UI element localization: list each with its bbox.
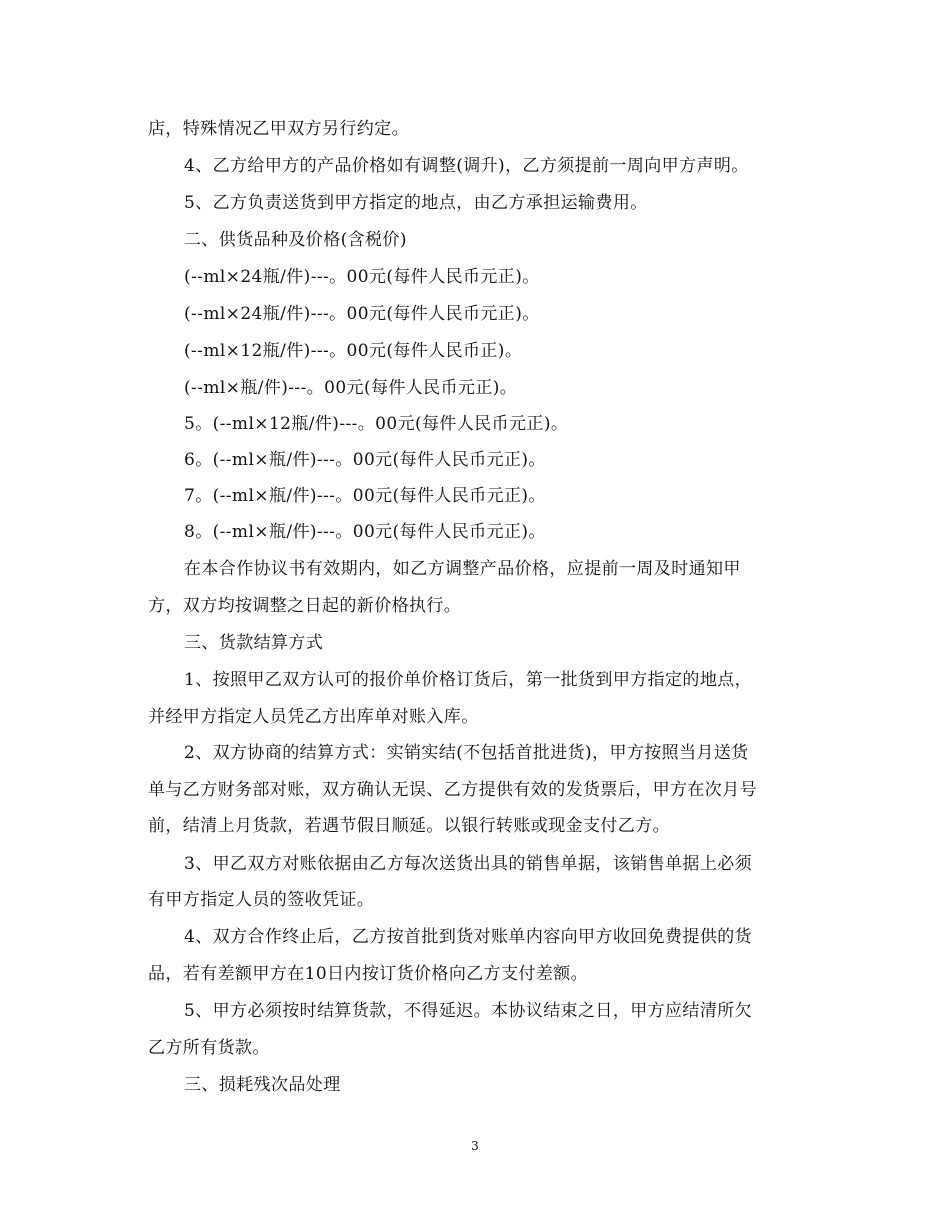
settlement-clause-2: 2、双方协商的结算方式：实销实结(不包括首批进货)，甲方按照当月送货: [184, 743, 749, 763]
price-item-7: 7。(--ml×瓶/件)---。00元(每件人民币元正)。: [184, 486, 546, 506]
section-heading-settlement: 三、货款结算方式: [184, 633, 324, 653]
settlement-clause-3-cont: 有甲方指定人员的签收凭证。: [148, 890, 375, 910]
paragraph-price-notice-cont: 方，双方均按调整之日起的新价格执行。: [148, 596, 462, 616]
settlement-clause-2-cont-b: 前，结清上月货款，若遇节假日顺延。以银行转账或现金支付乙方。: [148, 816, 670, 836]
price-item-1: (--ml×24瓶/件)---。00元(每件人民币元正)。: [184, 267, 540, 287]
price-item-3: (--ml×12瓶/件)---。00元(每件人民币正)。: [184, 341, 523, 361]
price-item-8: 8。(--ml×瓶/件)---。00元(每件人民币元正)。: [184, 522, 546, 542]
settlement-clause-5-cont: 乙方所有货款。: [148, 1038, 270, 1058]
settlement-clause-3: 3、甲乙双方对账依据由乙方每次送货出具的销售单据，该销售单据上必须: [184, 854, 753, 874]
settlement-clause-2-cont-a: 单与乙方财务部对账，双方确认无误、乙方提供有效的发货票后，甲方在次月号: [148, 780, 757, 800]
clause-5-delivery: 5、乙方负责送货到甲方指定的地点，由乙方承担运输费用。: [184, 193, 648, 213]
price-item-4: (--ml×瓶/件)---。00元(每件人民币元正)。: [184, 378, 518, 398]
settlement-clause-1: 1、按照甲乙双方认可的报价单价格订货后，第一批货到甲方指定的地点，: [184, 670, 753, 690]
section-heading-defects: 三、损耗残次品处理: [184, 1075, 341, 1095]
price-item-5: 5。(--ml×12瓶/件)---。00元(每件人民币元正)。: [184, 414, 569, 434]
price-item-6: 6。(--ml×瓶/件)---。00元(每件人民币元正)。: [184, 450, 546, 470]
text-line-continuation: 店，特殊情况乙甲双方另行约定。: [148, 119, 409, 139]
paragraph-price-notice: 在本合作协议书有效期内，如乙方调整产品价格，应提前一周及时通知甲: [184, 559, 741, 579]
section-heading-supply-price: 二、供货品种及价格(含税价): [184, 230, 407, 250]
page-number: 3: [471, 1139, 479, 1153]
settlement-clause-5: 5、甲方必须按时结算货款，不得延迟。本协议结束之日，甲方应结清所欠: [184, 1001, 753, 1021]
settlement-clause-4: 4、双方合作终止后，乙方按首批到货对账单内容向甲方收回免费提供的货: [184, 927, 753, 947]
price-item-2: (--ml×24瓶/件)---。00元(每件人民币元正)。: [184, 304, 540, 324]
settlement-clause-4-cont: 品，若有差额甲方在10日内按订货价格向乙方支付差额。: [148, 964, 589, 984]
clause-4-price-adjustment: 4、乙方给甲方的产品价格如有调整(调升)，乙方须提前一周向甲方声明。: [184, 156, 749, 176]
settlement-clause-1-cont: 并经甲方指定人员凭乙方出库单对账入库。: [148, 707, 479, 727]
